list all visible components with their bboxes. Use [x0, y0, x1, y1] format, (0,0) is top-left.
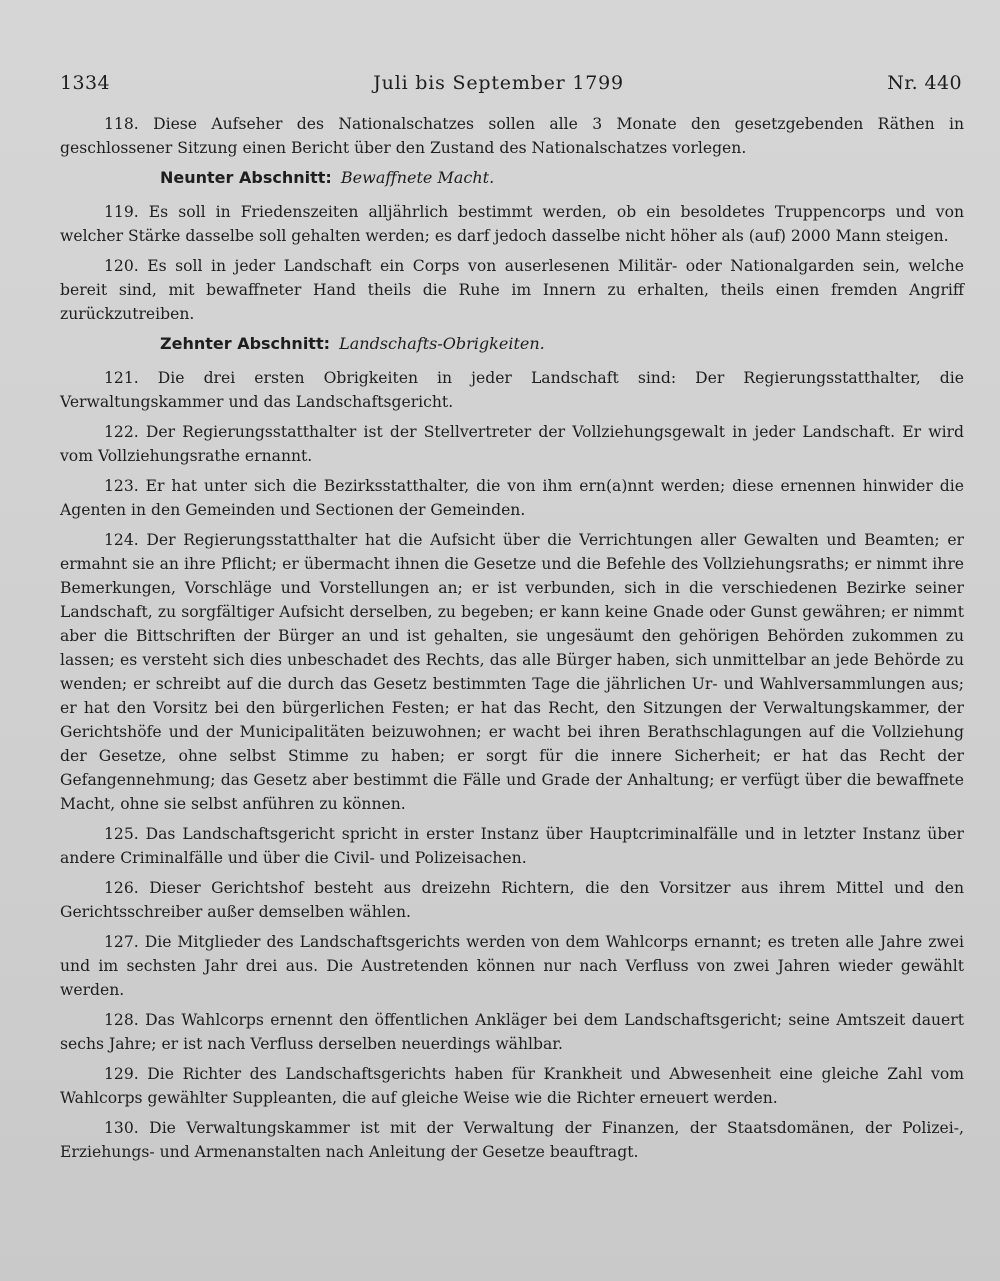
article-119: 119. Es soll in Friedenszeiten alljährlich bestimmt werden, ob ein besoldetes Truppencorps und von welcher Stärke dasselbe soll gehalten werden; es darf jedoch dasselbe nicht höher als (auf) 2000 Mann steigen. — [60, 203, 964, 245]
page-body — [60, 112, 964, 1170]
article-123: 123. Er hat unter sich die Bezirksstatthalter, die von ihm ern(a)nnt werden; diese ernennen hinwider die Agenten in den Gemeinden und Sectionen der Gemeinden. — [60, 477, 964, 519]
page-number: 1334 — [60, 72, 110, 94]
page-header — [60, 72, 962, 94]
section-heading-10 — [60, 332, 964, 356]
running-title: Juli bis September 1799 — [373, 72, 624, 94]
article-118: 118. Diese Aufseher des Nationalschatzes sollen alle 3 Monate den gesetzgebenden Räthen in geschlossener Sitzung einen Bericht über den Zustand des Nationalschatzes vorlegen. — [60, 115, 964, 157]
article-126: 126. Dieser Gerichtshof besteht aus dreizehn Richtern, die den Vorsitzer aus ihrem Mittel und den Gerichtsschreiber außer demselben wählen. — [60, 879, 964, 921]
article-125: 125. Das Landschaftsgericht spricht in erster Instanz über Hauptcriminalfälle und in letzter Instanz über andere Criminalfälle und über die Civil- und Polizeisachen. — [60, 825, 964, 867]
article-129: 129. Die Richter des Landschaftsgerichts haben für Krankheit und Abwesenheit eine gleiche Zahl vom Wahlcorps gewählter Suppleanten, die auf gleiche Weise wie die Richter erneuert werden. — [60, 1065, 964, 1107]
section-label: Neunter Abschnitt: — [160, 168, 332, 187]
article-127: 127. Die Mitglieder des Landschaftsgerichts werden von dem Wahlcorps ernannt; es treten alle Jahre zwei und im sechsten Jahr drei aus. Die Austretenden können nur nach Verfluss von zwei Jahren wieder gewählt werden. — [60, 933, 964, 999]
document-number: Nr. 440 — [887, 72, 962, 94]
section-title: Landschafts-Obrigkeiten. — [339, 334, 545, 353]
article-122: 122. Der Regierungsstatthalter ist der Stellvertreter der Vollziehungsgewalt in jeder Landschaft. Er wird vom Vollziehungsrathe ernannt. — [60, 423, 964, 465]
article-124: 124. Der Regierungsstatthalter hat die Aufsicht über die Verrichtungen aller Gewalten und Beamten; er ermahnt sie an ihre Pflicht; er übermacht ihnen die Gesetze und die Befehle des Vollziehungsraths; er nimmt ihre Bemerkungen, Vorschläge und Vorstellungen an; er ist verbunden, sich in die verschiedenen Bezirke seiner Landschaft, zu sorgfältiger Aufsicht derselben, zu begeben; er kann keine Gnade oder Gunst gewähren; er nimmt aber die Bittschriften der Bürger an und ist gehalten, sie ungesäumt den gehörigen Behörden zukommen zu lassen; es versteht sich dies unbeschadet des Rechts, das alle Bürger haben, sich unmittelbar an jede Behörde zu wenden; er schreibt auf die durch das Gesetz bestimmten Tage die jährlichen Ur- und Wahlversammlungen aus; er hat den Vorsitz bei den bürgerlichen Festen; er hat das Recht, den Sitzungen der Verwaltungskammer, der Gerichtshöfe und der Municipalitäten beizuwohnen; er wacht bei ihren Berathschlagungen auf die Vollziehung der Gesetze, ohne selbst Stimme zu haben; er sorgt für die innere Sicherheit; er hat das Recht der Gefangennehmung; das Gesetz aber bestimmt die Fälle und Grade der Anhaltung; er verfügt über die bewaffnete Macht, ohne sie selbst anführen zu können. — [60, 531, 964, 813]
article-130: 130. Die Verwaltungskammer ist mit der Verwaltung der Finanzen, der Staatsdomänen, der Polizei-, Erziehungs- und Armenanstalten nach Anleitung der Gesetze beauftragt. — [60, 1119, 964, 1161]
article-121: 121. Die drei ersten Obrigkeiten in jeder Landschaft sind: Der Regierungsstatthalter, die Verwaltungskammer und das Landschaftsgericht. — [60, 369, 964, 411]
section-label: Zehnter Abschnitt: — [160, 334, 330, 353]
section-title: Bewaffnete Macht. — [340, 168, 495, 187]
article-120: 120. Es soll in jeder Landschaft ein Corps von auserlesenen Militär- oder Nationalgarden sein, welche bereit sind, mit bewaffneter Hand theils die Ruhe im Innern zu erhalten, theils einen fremden Angriff zurückzutreiben. — [60, 257, 964, 323]
section-heading-9 — [60, 166, 964, 190]
article-128: 128. Das Wahlcorps ernennt den öffentlichen Ankläger bei dem Landschaftsgericht; seine Amtszeit dauert sechs Jahre; er ist nach Verfluss derselben neuerdings wählbar. — [60, 1011, 964, 1053]
